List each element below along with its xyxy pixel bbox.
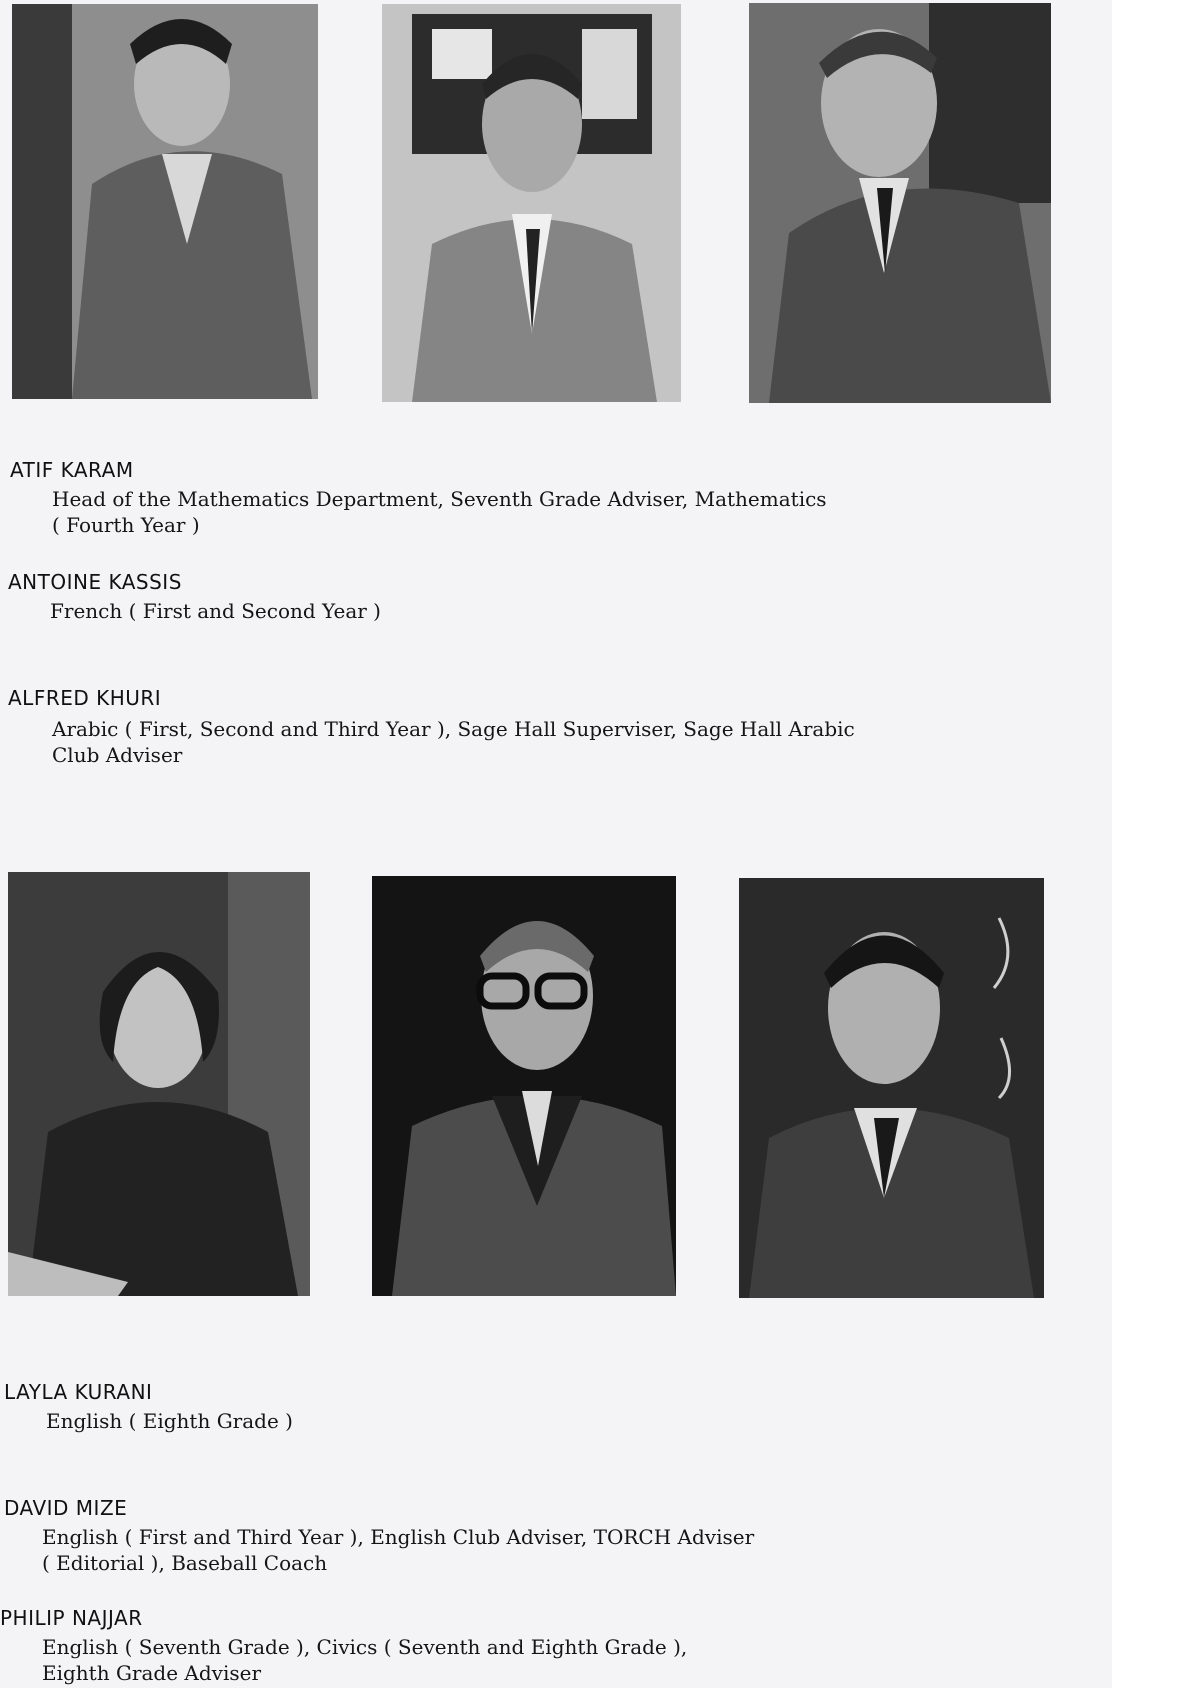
faculty-name: ATIF KARAM [10,458,134,482]
faculty-entry [8,686,161,710]
faculty-role [42,1524,754,1576]
page-margin [1112,0,1190,1688]
faculty-role-line: ( Fourth Year ) [52,513,200,537]
faculty-entry [10,458,134,482]
faculty-role-line: Eighth Grade Adviser [42,1661,262,1685]
faculty-name: ALFRED KHURI [8,686,162,710]
faculty-name: PHILIP NAJJAR [0,1606,143,1630]
portrait-photo-layla-kurani [8,872,310,1296]
faculty-role [52,486,827,538]
faculty-role-line: English ( First and Third Year ), English Club Adviser, TORCH Adviser [42,1525,755,1549]
faculty-name: DAVID MIZE [4,1496,128,1520]
faculty-role-line: Head of the Mathematics Department, Seventh Grade Adviser, Mathematics [52,487,827,511]
faculty-role-line: Club Adviser [52,743,183,767]
faculty-entry [4,1496,127,1520]
faculty-name: LAYLA KURANI [4,1380,153,1404]
faculty-role-line: English ( Eighth Grade ) [46,1409,293,1433]
faculty-entry [8,570,182,594]
faculty-role [46,1408,293,1434]
portrait-photo-philip-najjar [739,878,1044,1298]
portrait-photo-antoine-kassis [382,4,681,402]
faculty-role [50,598,381,624]
portrait-photo-david-mize [372,876,676,1296]
faculty-role [42,1634,687,1686]
faculty-entry [4,1380,152,1404]
portrait-photo-atif-karam [12,4,318,399]
faculty-entry [0,1606,143,1630]
faculty-name: ANTOINE KASSIS [8,570,182,594]
faculty-role-line: ( Editorial ), Baseball Coach [42,1551,328,1575]
faculty-role-line: Arabic ( First, Second and Third Year ), Sage Hall Superviser, Sage Hall Arabic [52,717,855,741]
faculty-role-line: English ( Seventh Grade ), Civics ( Seventh and Eighth Grade ), [42,1635,688,1659]
faculty-role [52,716,855,768]
portrait-photo-alfred-khuri [749,3,1051,403]
faculty-role-line: French ( First and Second Year ) [50,599,381,623]
